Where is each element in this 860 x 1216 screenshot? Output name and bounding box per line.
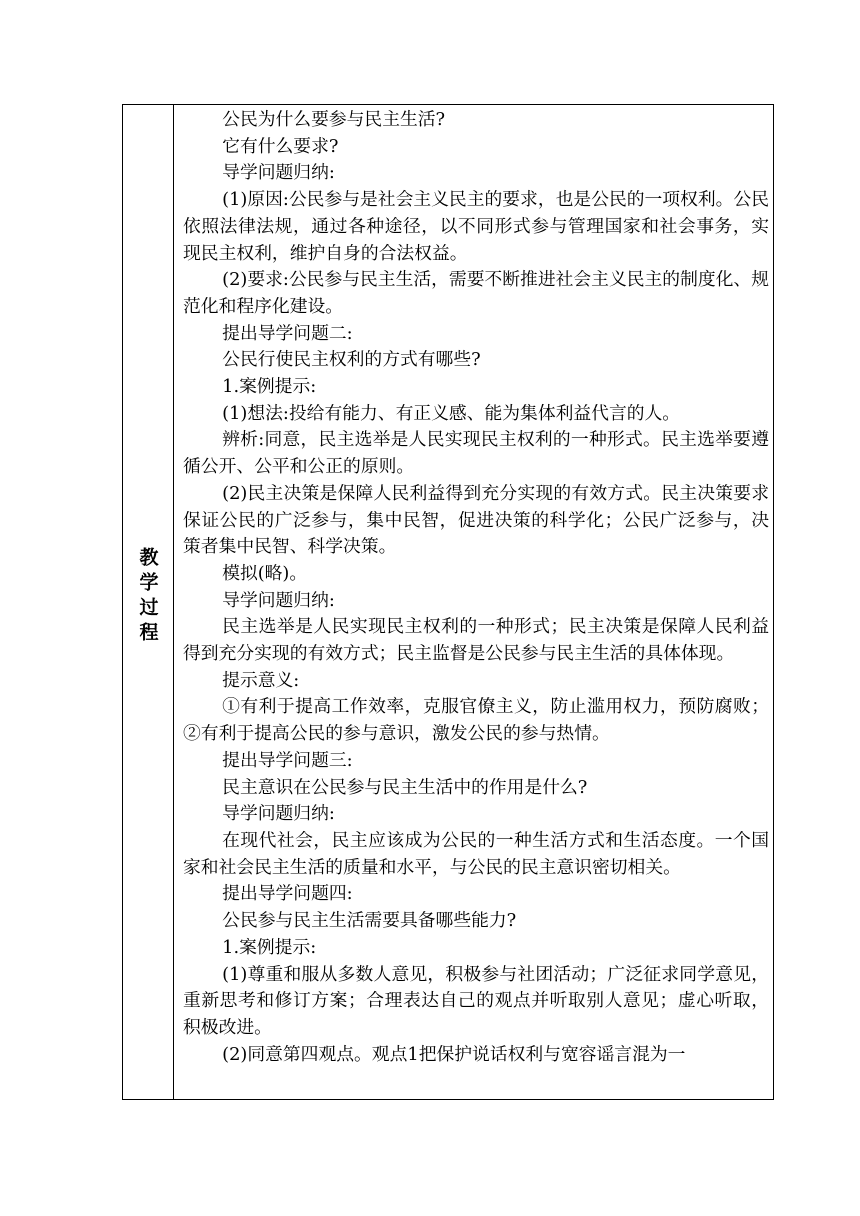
paragraph: 提出导学问题二:: [222, 322, 353, 344]
paragraph: ①有利于提高工作效率，克服官僚主义，防止滥用权力，预防腐败；②有利于提高公民的参与意识，激发公民的参与热情。: [183, 696, 769, 745]
paragraph: 公民行使民主权利的方式有哪些?: [222, 349, 481, 371]
paragraph: 导学问题归纳:: [222, 803, 335, 825]
paragraph: (2)民主决策是保障人民利益得到充分实现的有效方式。民主决策要求保证公民的广泛参与，集中民智，促进决策的科学化；公民广泛参与，决策者集中民智、科学决策。: [183, 482, 769, 558]
paragraph: 提出导学问题三:: [222, 749, 353, 771]
paragraph: 辨析:同意，民主选举是人民实现民主权利的一种形式。民主选举要遵循公开、公平和公正的原则。: [183, 429, 769, 478]
paragraph: 模拟(略)。: [222, 562, 308, 584]
paragraph: 民主选举是人民实现民主权利的一种形式；民主决策是保障人民利益得到充分实现的有效方式；民主监督是公民参与民主生活的具体体现。: [183, 616, 769, 665]
paragraph: 公民参与民主生活需要具备哪些能力?: [222, 910, 517, 932]
row-label: 教学过程: [136, 547, 159, 647]
paragraph: 在现代社会，民主应该成为公民的一种生活方式和生活态度。一个国家和社会民主生活的质量和水平，与公民的民主意识密切相关。: [183, 829, 769, 878]
paragraph: 导学问题归纳:: [222, 162, 335, 184]
paragraph: 它有什么要求?: [222, 135, 339, 157]
paragraph: 民主意识在公民参与民主生活中的作用是什么?: [222, 776, 588, 798]
paragraph: (1)尊重和服从多数人意见，积极参与社团活动；广泛征求同学意见，重新思考和修订方案；合理表达自己的观点并听取别人意见；虚心听取，积极改进。: [183, 963, 769, 1038]
row-label-cell: [123, 105, 174, 1099]
paragraph: (1)原因:公民参与是社会主义民主的要求，也是公民的一项权利。公民依照法律法规，通过各种途径，以不同形式参与管理国家和社会事务，实现民主权利，维护自身的合法权益。: [183, 189, 769, 264]
paragraph: 提示意义:: [222, 669, 300, 691]
paragraph: 1.案例提示:: [222, 376, 317, 398]
lesson-table: [122, 104, 774, 1100]
paragraph: 提出导学问题四:: [222, 883, 353, 905]
paragraph: 公民为什么要参与民主生活?: [222, 109, 446, 130]
content-cell: [174, 105, 773, 1099]
paragraph: (2)要求:公民参与民主生活，需要不断推进社会主义民主的制度化、规范化和程序化建设。: [183, 269, 769, 317]
paragraph: 导学问题归纳:: [222, 589, 335, 611]
paragraph: (2)同意第四观点。观点1把保护说话权利与宽容谣言混为一: [222, 1043, 686, 1065]
paragraph: (1)想法:投给有能力、有正义感、能为集体利益代言的人。: [222, 402, 681, 424]
paragraph: 1.案例提示:: [222, 936, 317, 958]
